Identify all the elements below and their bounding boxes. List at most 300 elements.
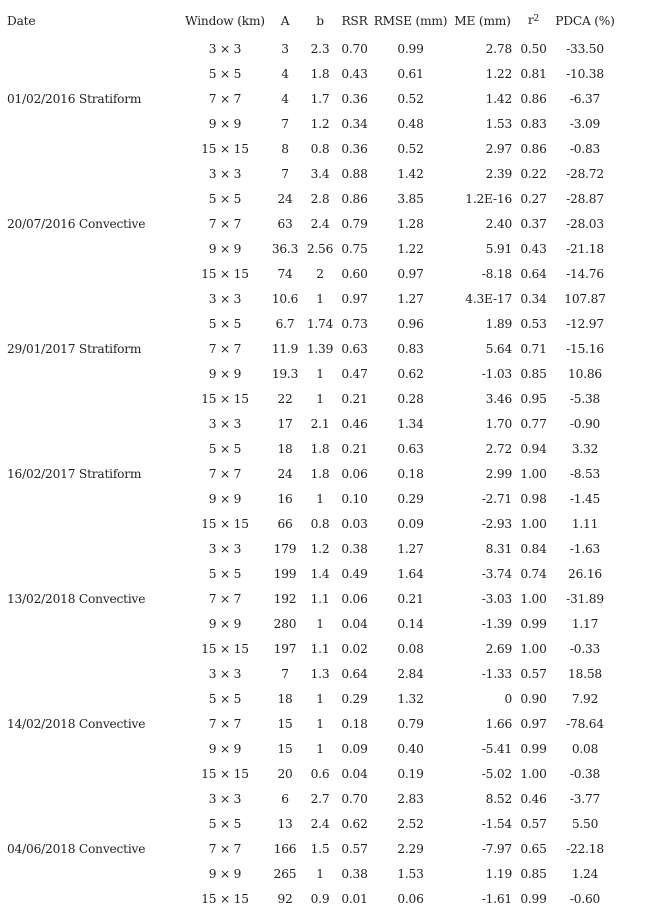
cell-rmse: 2.84 [397,667,424,681]
cell-date: 20/07/2016 Convective [7,217,146,231]
cell-rmse: 0.14 [397,617,424,631]
cell-me: 1.53 [485,117,512,131]
cell-pdca: -21.18 [566,242,604,256]
cell-rmse: 1.22 [397,242,424,256]
cell-me: 2.69 [485,642,512,656]
cell-rsr: 0.43 [341,67,368,81]
cell-a: 36.3 [271,242,299,256]
cell-me: 1.66 [485,717,512,731]
cell-rsr: 0.64 [341,667,368,681]
cell-date [0,687,183,712]
table-row [0,712,619,737]
cell-window: 7 × 7 [208,467,242,481]
cell-me: 5.64 [485,342,512,356]
cell-pdca: -15.16 [566,342,604,356]
cell-b: 1 [316,392,324,406]
cell-date [0,162,183,187]
cell-pdca: -0.83 [569,142,601,156]
cell-date [0,662,183,687]
cell-rmse: 1.53 [397,867,424,881]
cell-rmse: 2.52 [397,817,424,831]
cell-r2: 0.57 [520,667,547,681]
cell-r2: 1.00 [520,517,547,531]
cell-pdca: -28.72 [566,167,604,181]
cell-me: 2.99 [485,467,512,481]
cell-window: 15 × 15 [201,767,249,781]
cell-rmse: 1.42 [397,167,424,181]
table-row [0,862,619,887]
cell-b: 2.3 [310,42,330,56]
header-r2 [516,5,551,37]
cell-r2: 0.46 [520,792,547,806]
table-row [0,212,619,237]
cell-b: 1.1 [310,642,330,656]
table-row [0,312,619,337]
cell-rsr: 0.01 [341,892,368,906]
cell-date [0,137,183,162]
cell-rsr: 0.21 [341,442,368,456]
cell-b: 2.8 [310,192,330,206]
cell-rmse: 0.48 [397,117,424,131]
header-pdca: PDCA (%) [555,14,615,28]
cell-r2: 0.71 [520,342,547,356]
cell-rmse: 0.21 [397,592,424,606]
table-row [0,687,619,712]
cell-window: 3 × 3 [208,292,242,306]
cell-date: 13/02/2018 Convective [7,592,146,606]
cell-b: 1.74 [306,317,334,331]
table-row [0,537,619,562]
cell-rsr: 0.18 [341,717,368,731]
cell-rsr: 0.60 [341,267,368,281]
cell-a: 197 [273,642,297,656]
cell-b: 1 [316,367,324,381]
cell-b: 1.8 [310,67,330,81]
cell-pdca: 10.86 [568,367,602,381]
cell-date [0,862,183,887]
cell-rsr: 0.47 [341,367,368,381]
cell-window: 15 × 15 [201,267,249,281]
cell-pdca: -33.50 [566,42,604,56]
cell-date [0,487,183,512]
cell-a: 63 [277,217,293,231]
cell-window: 7 × 7 [208,342,242,356]
cell-rsr: 0.86 [341,192,368,206]
cell-rmse: 0.97 [397,267,424,281]
cell-me: -5.02 [481,767,512,781]
cell-rmse: 1.28 [397,217,424,231]
cell-window: 15 × 15 [201,517,249,531]
cell-pdca: 0.08 [571,742,599,756]
cell-window: 5 × 5 [208,567,242,581]
cell-b: 1.8 [310,442,330,456]
cell-me: -7.97 [481,842,512,856]
table-row [0,62,619,87]
cell-date [0,812,183,837]
cell-pdca: -3.09 [569,117,601,131]
cell-r2: 0.99 [520,742,547,756]
cell-pdca: -5.38 [569,392,601,406]
cell-b: 0.8 [310,142,330,156]
cell-rmse: 0.83 [397,342,424,356]
cell-me: 1.2E-16 [465,192,512,206]
cell-a: 92 [277,892,293,906]
cell-a: 20 [277,767,293,781]
cell-window: 5 × 5 [208,192,242,206]
cell-window: 5 × 5 [208,317,242,331]
header-rsr: RSR [341,14,368,28]
cell-me: 8.52 [485,792,512,806]
cell-a: 7 [281,167,289,181]
table-row [0,237,619,262]
table-row [0,387,619,412]
cell-me: -8.18 [481,267,512,281]
cell-me: -5.41 [481,742,512,756]
cell-pdca: -0.90 [569,417,601,431]
cell-rsr: 0.46 [341,417,368,431]
table-body [0,37,619,912]
cell-pdca: -31.89 [566,592,604,606]
cell-a: 4 [281,67,289,81]
cell-me: -3.03 [481,592,512,606]
cell-a: 192 [273,592,297,606]
cell-date [0,537,183,562]
cell-rsr: 0.49 [341,567,368,581]
cell-a: 8 [281,142,289,156]
cell-window: 3 × 3 [208,167,242,181]
table-row [0,887,619,912]
cell-me: 5.91 [485,242,512,256]
r2-base: r [527,13,534,27]
cell-a: 19.3 [271,367,299,381]
cell-pdca: -0.33 [569,642,601,656]
cell-a: 3 [281,42,289,56]
cell-date [0,887,183,912]
cell-rmse: 0.96 [397,317,424,331]
cell-r2: 1.00 [520,467,547,481]
cell-date [0,562,183,587]
cell-rmse: 0.19 [397,767,424,781]
table-row [0,412,619,437]
cell-b: 1 [316,292,324,306]
cell-r2: 0.84 [520,542,547,556]
cell-a: 22 [277,392,293,406]
cell-me: -1.39 [481,617,512,631]
cell-date [0,787,183,812]
table-row [0,262,619,287]
cell-pdca: -8.53 [569,467,601,481]
cell-a: 18 [277,442,293,456]
cell-a: 265 [273,867,297,881]
cell-me: 0 [504,692,512,706]
table-row [0,812,619,837]
cell-window: 5 × 5 [208,692,242,706]
cell-r2: 0.22 [520,167,547,181]
cell-rmse: 1.34 [397,417,424,431]
cell-date [0,637,183,662]
cell-window: 9 × 9 [208,617,242,631]
cell-me: 2.78 [485,42,512,56]
table-row [0,787,619,812]
cell-rsr: 0.88 [341,167,368,181]
cell-date [0,62,183,87]
cell-me: 2.40 [485,217,512,231]
cell-me: 1.70 [485,417,512,431]
header-me: ME (mm) [454,14,511,28]
header-rmse: RMSE (mm) [373,14,448,28]
cell-a: 11.9 [271,342,299,356]
cell-b: 1.5 [310,842,330,856]
table-row [0,437,619,462]
cell-r2: 0.65 [520,842,547,856]
cell-rsr: 0.62 [341,817,368,831]
cell-a: 6 [281,792,289,806]
cell-date [0,362,183,387]
cell-rmse: 1.27 [397,292,424,306]
cell-rmse: 1.32 [397,692,424,706]
header-a: A [280,14,290,28]
cell-window: 3 × 3 [208,667,242,681]
cell-me: 1.19 [485,867,512,881]
cell-a: 280 [273,617,297,631]
cell-date [0,762,183,787]
cell-me: -3.74 [481,567,512,581]
cell-b: 1.3 [310,667,330,681]
cell-a: 7 [281,117,289,131]
cell-rmse: 0.08 [397,642,424,656]
cell-pdca: 7.92 [571,692,599,706]
table-row [0,287,619,312]
cell-date: 01/02/2016 Stratiform [7,92,142,106]
cell-rsr: 0.75 [341,242,368,256]
cell-rmse: 0.63 [397,442,424,456]
cell-pdca: 1.24 [571,867,599,881]
cell-r2: 0.86 [520,92,547,106]
cell-pdca: 3.32 [571,442,599,456]
table-row [0,87,619,112]
cell-r2: 0.99 [520,617,547,631]
cell-b: 3.4 [310,167,330,181]
table-row [0,612,619,637]
table-row [0,487,619,512]
cell-pdca: 18.58 [568,667,602,681]
cell-pdca: -28.87 [566,192,604,206]
cell-me: -2.93 [481,517,512,531]
cell-a: 166 [273,842,297,856]
cell-rsr: 0.06 [341,592,368,606]
cell-rmse: 0.18 [397,467,424,481]
cell-window: 7 × 7 [208,217,242,231]
cell-rsr: 0.36 [341,92,368,106]
cell-b: 2.1 [310,417,330,431]
cell-me: 2.72 [485,442,512,456]
cell-rsr: 0.38 [341,867,368,881]
cell-r2: 1.00 [520,592,547,606]
cell-window: 9 × 9 [208,367,242,381]
table-row [0,187,619,212]
cell-a: 66 [277,517,293,531]
cell-rsr: 0.79 [341,217,368,231]
cell-me: -1.61 [481,892,512,906]
cell-r2: 0.94 [520,442,547,456]
cell-b: 2.56 [306,242,334,256]
cell-rmse: 2.29 [397,842,424,856]
cell-pdca: 1.11 [571,517,599,531]
cell-b: 0.8 [310,517,330,531]
cell-a: 18 [277,692,293,706]
cell-pdca: -22.18 [566,842,604,856]
cell-window: 7 × 7 [208,842,242,856]
cell-date [0,237,183,262]
cell-pdca: -28.03 [566,217,604,231]
cell-rmse: 0.09 [397,517,424,531]
cell-window: 7 × 7 [208,92,242,106]
table-row [0,37,619,62]
cell-r2: 0.53 [520,317,547,331]
cell-a: 10.6 [271,292,299,306]
cell-date [0,737,183,762]
cell-rmse: 1.27 [397,542,424,556]
cell-pdca: 5.50 [571,817,599,831]
table-row [0,512,619,537]
table-row [0,562,619,587]
cell-b: 1 [316,867,324,881]
cell-window: 15 × 15 [201,892,249,906]
header-date: Date [7,14,36,28]
cell-date [0,187,183,212]
cell-rsr: 0.29 [341,692,368,706]
cell-date [0,262,183,287]
cell-r2: 0.98 [520,492,547,506]
cell-pdca: -14.76 [566,267,604,281]
cell-me: 1.22 [485,67,512,81]
cell-b: 1.7 [310,92,330,106]
cell-b: 0.9 [310,892,330,906]
table-row [0,587,619,612]
cell-rsr: 0.38 [341,542,368,556]
table-row [0,737,619,762]
cell-pdca: -78.64 [566,717,604,731]
cell-a: 7 [281,667,289,681]
cell-b: 1 [316,742,324,756]
table-row [0,362,619,387]
cell-r2: 0.86 [520,142,547,156]
cell-a: 24 [277,467,293,481]
cell-window: 3 × 3 [208,417,242,431]
cell-b: 1 [316,717,324,731]
cell-pdca: 26.16 [568,567,602,581]
cell-r2: 0.37 [520,217,547,231]
cell-a: 4 [281,92,289,106]
cell-r2: 0.95 [520,392,547,406]
cell-rmse: 0.61 [397,67,424,81]
cell-rsr: 0.21 [341,392,368,406]
cell-window: 9 × 9 [208,492,242,506]
cell-a: 179 [273,542,297,556]
cell-date: 16/02/2017 Stratiform [7,467,142,481]
cell-me: -1.33 [481,667,512,681]
cell-window: 9 × 9 [208,242,242,256]
cell-me: 2.39 [485,167,512,181]
cell-me: 3.46 [485,392,512,406]
table-row [0,662,619,687]
cell-date [0,37,183,62]
cell-window: 7 × 7 [208,592,242,606]
cell-date [0,412,183,437]
cell-date: 04/06/2018 Convective [7,842,146,856]
cell-me: -2.71 [481,492,512,506]
cell-rsr: 0.73 [341,317,368,331]
cell-rsr: 0.03 [341,517,368,531]
cell-pdca: -1.45 [569,492,601,506]
cell-a: 17 [277,417,293,431]
cell-r2: 1.00 [520,767,547,781]
header-b: b [316,14,324,28]
cell-rmse: 0.52 [397,92,424,106]
cell-me: -1.54 [481,817,512,831]
cell-window: 3 × 3 [208,42,242,56]
cell-window: 7 × 7 [208,717,242,731]
cell-a: 15 [277,717,293,731]
cell-b: 1 [316,617,324,631]
cell-me: 4.3E-17 [465,292,512,306]
cell-window: 5 × 5 [208,817,242,831]
cell-r2: 0.85 [520,367,547,381]
table-row [0,162,619,187]
cell-pdca: -3.77 [569,792,601,806]
table-row [0,337,619,362]
cell-window: 9 × 9 [208,867,242,881]
cell-r2: 0.34 [520,292,547,306]
cell-rsr: 0.70 [341,42,368,56]
cell-b: 2 [316,267,324,281]
cell-rsr: 0.04 [341,617,368,631]
header-row [0,5,619,37]
cell-date: 14/02/2018 Convective [7,717,146,731]
cell-r2: 1.00 [520,642,547,656]
cell-me: 2.97 [485,142,512,156]
table-row [0,637,619,662]
cell-r2: 0.90 [520,692,547,706]
cell-rsr: 0.10 [341,492,368,506]
cell-date [0,612,183,637]
cell-pdca: -0.38 [569,767,601,781]
cell-b: 1 [316,492,324,506]
table-row [0,112,619,137]
cell-me: -1.03 [481,367,512,381]
cell-rsr: 0.09 [341,742,368,756]
cell-rsr: 0.36 [341,142,368,156]
cell-b: 1 [316,692,324,706]
cell-date [0,437,183,462]
cell-window: 5 × 5 [208,442,242,456]
cell-r2: 0.99 [520,892,547,906]
cell-rsr: 0.02 [341,642,368,656]
cell-window: 3 × 3 [208,792,242,806]
cell-a: 16 [277,492,293,506]
cell-r2: 0.57 [520,817,547,831]
cell-pdca: -6.37 [569,92,601,106]
cell-window: 9 × 9 [208,742,242,756]
cell-window: 15 × 15 [201,642,249,656]
cell-b: 1.2 [310,542,330,556]
cell-pdca: 107.87 [564,292,606,306]
cell-rsr: 0.63 [341,342,368,356]
cell-r2: 0.81 [520,67,547,81]
cell-me: 1.89 [485,317,512,331]
cell-b: 2.4 [310,817,330,831]
cell-rmse: 3.85 [397,192,424,206]
